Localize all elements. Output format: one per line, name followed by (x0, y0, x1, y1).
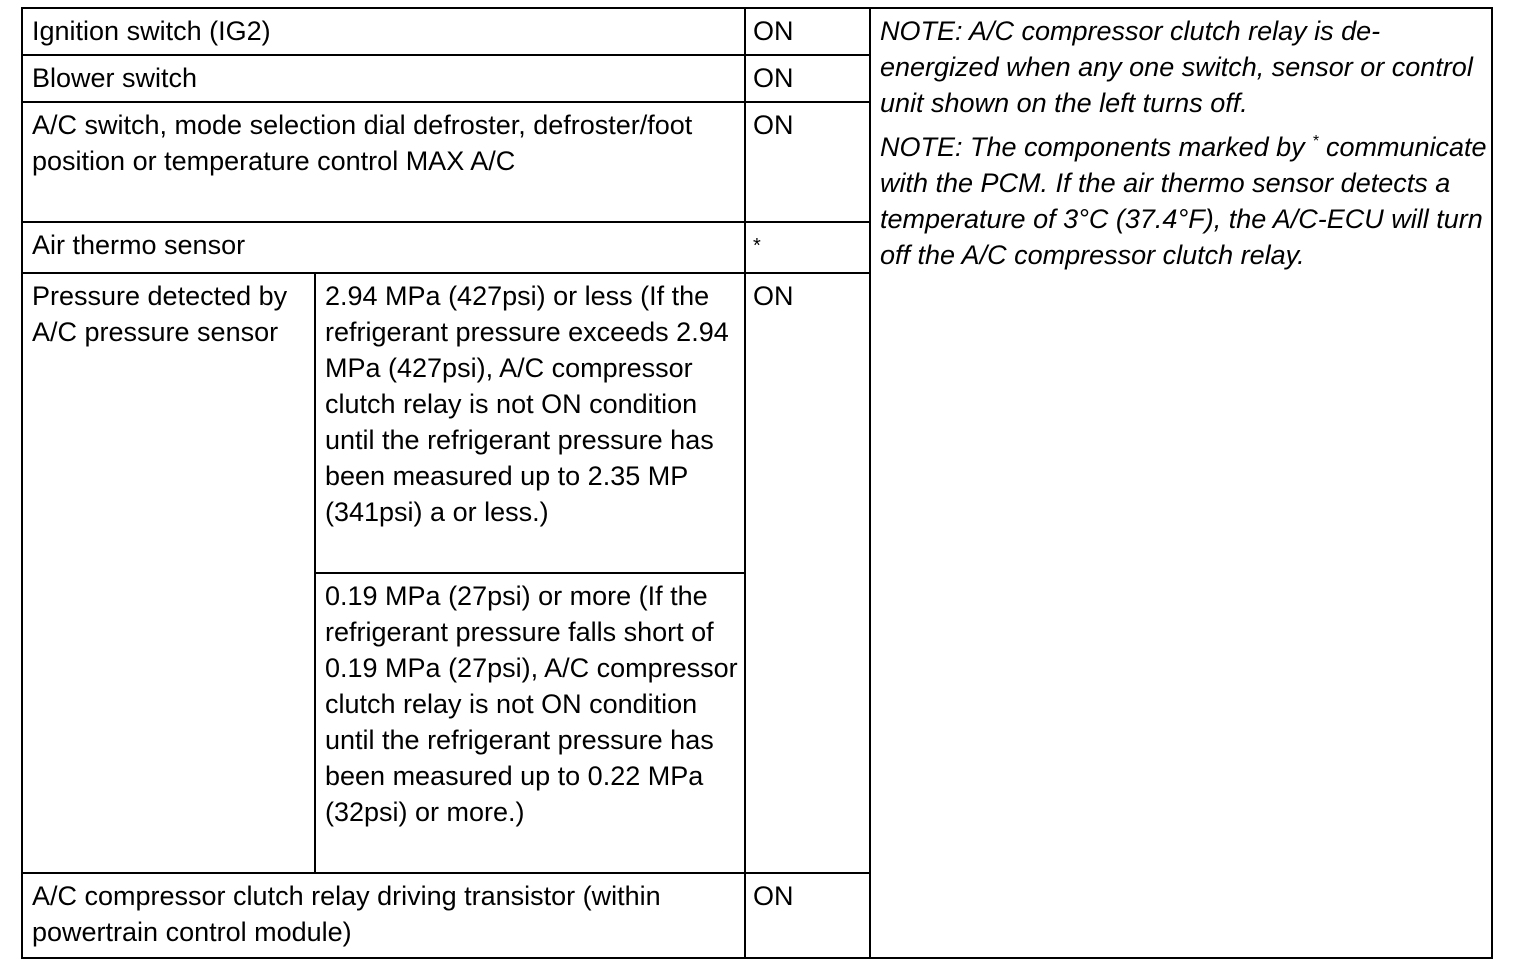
component-label: A/C compressor clutch relay driving transistor (within powertrain control module) (22, 873, 745, 958)
status-value: ON (745, 273, 870, 873)
component-label: Ignition switch (IG2) (22, 8, 745, 55)
asterisk-marker: * (1312, 133, 1319, 150)
notes-cell (870, 8, 1492, 958)
component-label: Pressure detected by A/C pressure sensor (22, 273, 315, 873)
status-value: ON (745, 8, 870, 55)
condition-low-pressure: 0.19 MPa (27psi) or more (If the refrigerant pressure falls short of 0.19 MPa (27psi), A/C compressor clutch relay is not ON condition until the refrigerant pressure has been measured up to 0.22 MPa (32psi) or more.) (315, 573, 745, 873)
status-asterisk: * (753, 235, 761, 257)
note-text-start: NOTE: The components marked by (880, 132, 1305, 162)
condition-high-pressure: 2.94 MPa (427psi) or less (If the refrigerant pressure exceeds 2.94 MPa (427psi), A/C compressor clutch relay is not ON condition until the refrigerant pressure has been measured up to 2.35 MP (341psi) a or less.) (315, 273, 745, 573)
table-row (22, 8, 1492, 55)
status-value: ON (745, 55, 870, 102)
note-de-energized: NOTE: A/C compressor clutch relay is de-energized when any one switch, sensor or control unit shown on the left turns off. (880, 16, 1473, 118)
component-label: A/C switch, mode selection dial defroster, defroster/foot position or temperature control MAX A/C (22, 102, 745, 222)
status-value: ON (745, 873, 870, 958)
note-pcm-communication (880, 129, 1487, 273)
component-label: Air thermo sensor (22, 222, 745, 273)
status-value: ON (745, 102, 870, 222)
note-text-end: communicate with the PCM. If the air thermo sensor detects a temperature of 3°C (37.4°F), the A/C-ECU will turn off the A/C compressor clutch relay. (880, 132, 1487, 270)
ac-clutch-condition-table (21, 7, 1493, 959)
component-label: Blower switch (22, 55, 745, 102)
